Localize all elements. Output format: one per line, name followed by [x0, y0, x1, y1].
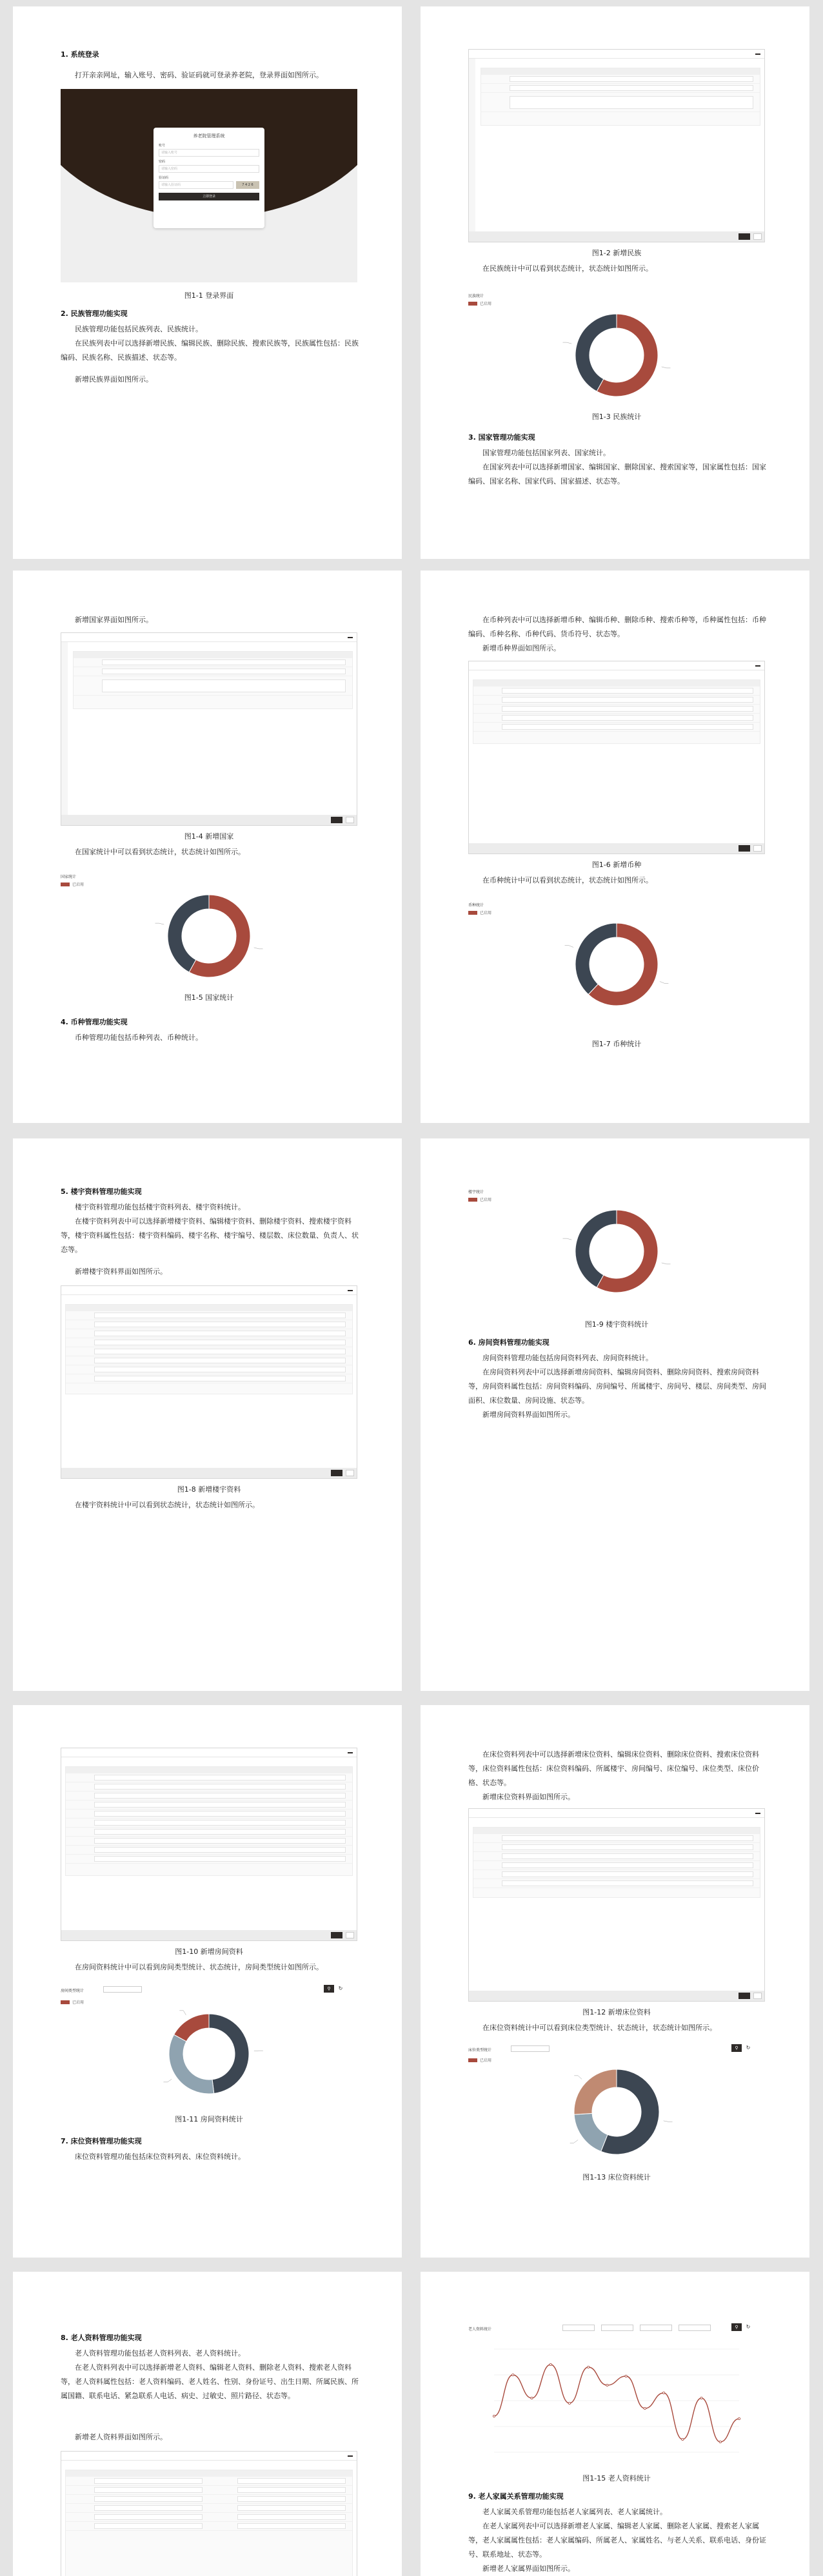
search-button[interactable] — [324, 1985, 334, 1993]
form-row — [74, 676, 352, 696]
filter-select[interactable] — [511, 2045, 550, 2052]
slice-label-line — [179, 2011, 186, 2015]
screenshot-topbar — [469, 1809, 764, 1818]
paragraph: 楼宇资料管理功能包括楼宇资料列表、楼宇资料统计。 — [75, 1203, 245, 1211]
screenshot-bottombar — [61, 1468, 357, 1478]
paragraph: 民族管理功能包括民族列表、民族统计。 — [75, 325, 203, 333]
form-row — [66, 2477, 352, 2486]
password-input[interactable]: 请输入密码 — [159, 165, 259, 173]
pie-slice[interactable] — [169, 2034, 214, 2094]
document-page-6 — [421, 1138, 809, 1691]
figure-caption: 图1-13 床位资料统计 — [582, 2173, 651, 2181]
form-panel — [473, 679, 760, 744]
screenshot-sidebar — [469, 59, 475, 231]
slice-label-line — [574, 2076, 582, 2079]
paragraph-text: 在民族列表中可以选择新增民族、编辑民族、删除民族、搜索民族等，民族属性包括：民族编码、民族名称、民族描述、状态等。 — [61, 339, 359, 362]
form-row — [66, 1828, 352, 1837]
chart-legend — [61, 1999, 84, 2005]
section-heading: 2. 民族管理功能实现 — [61, 309, 128, 318]
screenshot-bottombar — [61, 815, 357, 825]
form-row — [473, 696, 760, 705]
form-row — [66, 1365, 352, 1374]
line-chart — [468, 2336, 752, 2465]
screenshot-topbar — [61, 2452, 357, 2461]
legend-swatch — [468, 1198, 477, 1202]
paragraph: 打开亲亲网址，输入账号、密码、验证码就可登录养老院，登录界面如图所示。 — [75, 71, 323, 79]
paragraph: 新增房间资料界面如图所示。 — [482, 1410, 575, 1419]
form-row — [66, 1311, 352, 1320]
filter-select[interactable] — [640, 2325, 672, 2331]
filter-select[interactable] — [679, 2325, 711, 2331]
figure-caption: 图1-8 新增楼宇资料 — [177, 1485, 241, 1494]
figure-caption: 图1-9 楼宇资料统计 — [584, 1320, 649, 1329]
screenshot-bottombar — [61, 1930, 357, 1940]
refresh-icon: ↻ — [338, 1986, 343, 1991]
paragraph-text: 在房间资料列表中可以选择新增房间资料、编辑房间资料、删除房间资料、搜索房间资料等，房间资料属性包括：房间资料编码、房间编号、所属楼宇、房间号、楼层、房间类型、房间面积、床位数量、房间设施、状态等。 — [468, 1368, 766, 1405]
form-row — [66, 1837, 352, 1846]
legend-swatch — [61, 883, 70, 886]
legend-label: 已启用 — [72, 883, 84, 887]
search-icon: ⚲ — [735, 2325, 739, 2330]
refresh-button[interactable] — [337, 1985, 344, 1993]
form-screenshot — [468, 1808, 765, 2002]
captcha-image[interactable]: 7 4 2 6 — [236, 181, 259, 189]
pie-slice[interactable] — [574, 2113, 608, 2151]
form-row — [66, 2486, 352, 2495]
chart-filter-label: 床位类型统计 — [468, 2048, 492, 2053]
form-screenshot — [468, 49, 765, 242]
form-panel — [65, 1304, 353, 1394]
back-button[interactable] — [346, 1932, 354, 1938]
filter-select[interactable] — [103, 1986, 142, 1993]
form-row — [66, 1773, 352, 1782]
data-point[interactable] — [606, 2384, 608, 2386]
data-point[interactable] — [662, 2392, 664, 2394]
submit-button[interactable] — [331, 1470, 342, 1476]
legend-label: 已启用 — [480, 911, 492, 915]
form-row — [473, 1843, 760, 1852]
pie-slice[interactable] — [174, 2014, 209, 2042]
legend-label: 已启用 — [480, 2058, 492, 2063]
slice-label-line — [570, 2140, 578, 2143]
back-button[interactable] — [753, 233, 762, 240]
paragraph — [61, 1215, 364, 1257]
figure-caption: 图1-5 国家统计 — [184, 993, 234, 1002]
paragraph-text: 在国家列表中可以选择新增国家、编辑国家、删除国家、搜索国家等，国家属性包括：国家编码、国家名称、国家代码、国家描述、状态等。 — [468, 463, 766, 485]
back-button[interactable] — [346, 1470, 354, 1476]
form-row — [66, 1782, 352, 1791]
chart-legend — [468, 300, 491, 306]
legend-swatch — [61, 2000, 70, 2004]
data-point[interactable] — [719, 2441, 721, 2443]
legend-label: 已启用 — [72, 2000, 84, 2005]
slice-label-line — [563, 1238, 572, 1240]
figure-caption: 图1-12 新增床位资料 — [582, 2008, 651, 2016]
back-button[interactable] — [753, 1993, 762, 1999]
slice-label-line — [660, 982, 668, 984]
data-point[interactable] — [512, 2374, 514, 2376]
refresh-button[interactable] — [744, 2323, 752, 2331]
slice-label-line — [155, 923, 164, 924]
submit-button[interactable] — [739, 845, 750, 852]
form-row — [66, 1800, 352, 1810]
paragraph: 老人家属关系管理功能包括老人家属列表、老人家属统计。 — [482, 2508, 667, 2516]
form-row — [473, 687, 760, 696]
paragraph: 新增民族界面如图所示。 — [75, 375, 153, 384]
document-page-3 — [13, 571, 402, 1123]
form-row — [473, 705, 760, 714]
form-panel-head — [66, 1767, 352, 1773]
screenshot-bottombar — [469, 231, 764, 242]
form-row — [74, 667, 352, 676]
search-icon: ⚲ — [327, 1986, 331, 1991]
form-row — [473, 723, 760, 732]
form-row — [66, 1810, 352, 1819]
search-icon: ⚲ — [735, 2045, 739, 2051]
form-row — [66, 1374, 352, 1383]
data-point[interactable] — [644, 2407, 646, 2409]
screenshot-topbar — [61, 1748, 357, 1757]
section-heading: 8. 老人资料管理功能实现 — [61, 2334, 142, 2342]
form-row — [66, 2495, 352, 2504]
figure-caption: 图1-15 老人资料统计 — [582, 2474, 651, 2483]
slice-label-line — [163, 2079, 172, 2082]
data-point[interactable] — [738, 2417, 740, 2419]
submit-button[interactable] — [331, 1932, 342, 1938]
form-row — [473, 714, 760, 723]
submit-button[interactable] — [739, 1993, 750, 1999]
form-panel — [65, 1766, 353, 1876]
slice-label-line — [662, 1263, 671, 1264]
document-page-8 — [421, 1705, 809, 2258]
form-row — [66, 1329, 352, 1338]
document-page-9 — [13, 2272, 402, 2576]
search-button[interactable] — [731, 2044, 742, 2052]
form-panel — [73, 651, 353, 709]
donut-chart — [559, 307, 675, 404]
form-row — [473, 1870, 760, 1879]
legend-label: 已启用 — [480, 302, 492, 306]
chart-title: 国家统计 — [61, 875, 77, 879]
paragraph-text: 在币种列表中可以选择新增币种、编辑币种、删除币种、搜索币种等，币种属性包括：币种编码、币种名称、币种代码、货币符号、状态等。 — [468, 616, 766, 638]
screenshot-bottombar — [469, 1991, 764, 2001]
paragraph — [468, 460, 771, 489]
form-panel-head — [66, 1305, 352, 1311]
legend-label: 已启用 — [480, 1198, 492, 1202]
slice-label-line — [662, 367, 671, 368]
data-point[interactable] — [588, 2366, 590, 2368]
document-page-1 — [13, 6, 402, 559]
filter-select[interactable] — [601, 2325, 633, 2331]
form-screenshot — [61, 632, 357, 826]
refresh-button[interactable] — [744, 2044, 752, 2052]
figure-caption: 图1-6 新增币种 — [591, 861, 642, 869]
form-panel — [473, 1827, 760, 1898]
legend-swatch — [468, 2058, 477, 2062]
paragraph: 币种管理功能包括币种列表、币种统计。 — [75, 1033, 203, 1042]
section-heading: 9. 老人家属关系管理功能实现 — [468, 2492, 564, 2501]
account-input[interactable]: 请输入账号 — [159, 149, 259, 157]
figure-caption: 图1-10 新增房间资料 — [175, 1947, 243, 1956]
pie-slice[interactable] — [209, 2014, 249, 2094]
form-row — [66, 1338, 352, 1347]
paragraph — [468, 1365, 771, 1408]
form-row — [66, 2504, 352, 2513]
figure-caption: 图1-11 房间资料统计 — [175, 2115, 243, 2123]
login-captcha-label: 验证码 — [159, 176, 169, 180]
login-card — [154, 128, 264, 228]
paragraph: 在房间资料统计中可以看到房间类型统计、状态统计，房间类型统计如图所示。 — [75, 1963, 323, 1971]
pie-slice[interactable] — [575, 923, 617, 995]
chart-legend — [468, 2057, 491, 2063]
form-row — [473, 1834, 760, 1843]
chart-filter-label: 老人资料统计 — [468, 2327, 492, 2332]
chart-title: 民族统计 — [468, 294, 484, 298]
form-row — [481, 93, 760, 112]
form-row — [481, 75, 760, 84]
form-row — [481, 84, 760, 93]
paragraph-text: 在床位资料列表中可以选择新增床位资料、编辑床位资料、删除床位资料、搜索床位资料等，床位资料属性包括：床位资料编码、所属楼宇、房间编号、床位编号、床位类型、床位价格、状态等。 — [468, 1750, 759, 1787]
section-heading: 1. 系统登录 — [61, 50, 99, 59]
refresh-icon: ↻ — [746, 2045, 751, 2051]
form-screenshot — [61, 1285, 357, 1479]
paragraph: 在民族统计中可以看到状态统计，状态统计如图所示。 — [482, 264, 653, 273]
document-page-7 — [13, 1705, 402, 2258]
paragraph: 新增老人资料界面如图所示。 — [75, 2433, 167, 2441]
legend-swatch — [468, 302, 477, 306]
chart-title: 币种统计 — [468, 903, 484, 908]
data-point[interactable] — [682, 2438, 684, 2440]
figure-caption: 图1-7 币种统计 — [591, 1040, 642, 1048]
screenshot-topbar — [469, 661, 764, 670]
paragraph: 老人资料管理功能包括老人资料列表、老人资料统计。 — [75, 2349, 245, 2357]
submit-button[interactable] — [331, 817, 342, 823]
paragraph: 在楼宇资料统计中可以看到状态统计，状态统计如图所示。 — [75, 1501, 259, 1509]
paragraph — [468, 1748, 771, 1790]
form-row — [66, 1356, 352, 1365]
submit-button[interactable] — [739, 233, 750, 240]
slice-label-line — [664, 2121, 673, 2122]
form-screenshot — [61, 2451, 357, 2576]
search-button[interactable] — [731, 2323, 742, 2331]
data-point[interactable] — [568, 2402, 570, 2404]
paragraph — [468, 613, 771, 641]
paragraph: 房间资料管理功能包括房间资料列表、房间资料统计。 — [482, 1354, 653, 1362]
form-row — [473, 1852, 760, 1861]
figure-caption: 图1-3 民族统计 — [591, 413, 642, 421]
chart-legend — [468, 910, 491, 915]
paragraph — [468, 2519, 771, 2562]
login-password-label: 密码 — [159, 160, 166, 164]
paragraph-text: 在老人家属列表中可以选择新增老人家属、编辑老人家属、删除老人家属、搜索老人家属等，老人家属属性包括：老人家属编码、所属老人、家属姓名、与老人关系、联系电话、身份证号、联系地址、状态等。 — [468, 2522, 766, 2559]
data-point[interactable] — [550, 2363, 551, 2365]
form-row — [473, 1861, 760, 1870]
data-point[interactable] — [531, 2397, 533, 2399]
slice-label-line — [565, 946, 573, 948]
figure-caption: 图1-2 新增民族 — [591, 249, 642, 257]
paragraph: 新增币种界面如图所示。 — [482, 644, 560, 652]
back-button[interactable] — [346, 817, 354, 823]
donut-chart — [151, 2005, 267, 2102]
document-page-2 — [421, 6, 809, 559]
series-line — [494, 2365, 739, 2442]
chart-legend — [468, 1196, 491, 1202]
paragraph-text: 在楼宇资料列表中可以选择新增楼宇资料、编辑楼宇资料、删除楼宇资料、搜索楼宇资料等，楼宇资料属性包括：楼宇资料编码、楼宇名称、楼宇编号、楼层数、床位数量、负责人、状态等。 — [61, 1217, 359, 1254]
paragraph: 新增老人家属界面如图所示。 — [482, 2564, 575, 2573]
data-point[interactable] — [493, 2415, 495, 2417]
pie-slice[interactable] — [575, 314, 617, 391]
paragraph: 国家管理功能包括国家列表、国家统计。 — [482, 449, 610, 457]
login-account-label: 账号 — [159, 144, 166, 148]
screenshot-topbar — [469, 50, 764, 59]
chart-legend — [61, 881, 84, 887]
figure-caption: 图1-1 登录界面 — [184, 291, 234, 300]
form-screenshot — [61, 1748, 357, 1941]
data-point[interactable] — [700, 2397, 702, 2399]
slice-label-line — [563, 342, 572, 344]
donut-chart — [151, 888, 267, 984]
filter-select[interactable] — [562, 2325, 595, 2331]
donut-chart — [559, 916, 675, 1013]
screenshot-bottombar — [469, 843, 764, 854]
document-page-10 — [421, 2272, 809, 2576]
donut-chart — [559, 2064, 675, 2160]
captcha-row — [159, 181, 259, 189]
form-row — [66, 1320, 352, 1329]
chart-title: 楼宇统计 — [468, 1190, 484, 1195]
form-row — [66, 1846, 352, 1855]
section-heading: 7. 床位资料管理功能实现 — [61, 2137, 142, 2145]
paragraph: 在币种统计中可以看到状态统计，状态统计如图所示。 — [482, 876, 653, 884]
form-panel-head — [74, 652, 352, 658]
paragraph: 床位资料管理功能包括床位资料列表、床位资料统计。 — [75, 2152, 245, 2161]
paragraph — [61, 337, 364, 365]
section-heading: 6. 房间资料管理功能实现 — [468, 1338, 550, 1347]
donut-chart — [559, 1203, 675, 1300]
screenshot-sidebar — [61, 642, 68, 815]
form-panel-head — [66, 2470, 352, 2477]
paragraph: 新增楼宇资料界面如图所示。 — [75, 1267, 167, 1276]
chart-filter-label: 房间类型统计 — [61, 1989, 84, 1993]
paragraph: 新增国家界面如图所示。 — [75, 616, 153, 624]
form-panel-head — [473, 1828, 760, 1834]
slice-label-line — [254, 948, 263, 949]
document-page-5 — [13, 1138, 402, 1691]
section-heading: 3. 国家管理功能实现 — [468, 433, 535, 442]
captcha-input[interactable]: 请输入验证码 — [159, 181, 233, 189]
section-heading: 4. 币种管理功能实现 — [61, 1018, 128, 1026]
form-row — [473, 1879, 760, 1888]
form-row — [66, 1347, 352, 1356]
back-button[interactable] — [753, 845, 762, 852]
form-panel-head — [481, 68, 760, 75]
form-panel — [481, 68, 760, 126]
section-heading: 5. 楼宇资料管理功能实现 — [61, 1187, 142, 1196]
form-row — [66, 1791, 352, 1800]
paragraph — [61, 2361, 364, 2403]
figure-caption: 图1-4 新增国家 — [184, 832, 234, 841]
form-screenshot — [468, 661, 765, 854]
legend-swatch — [468, 911, 477, 915]
form-row — [66, 1819, 352, 1828]
screenshot-topbar — [61, 1286, 357, 1295]
paragraph: 新增床位资料界面如图所示。 — [482, 1793, 575, 1801]
pie-slice[interactable] — [575, 1210, 617, 1287]
document-page-4 — [421, 571, 809, 1123]
data-point[interactable] — [625, 2375, 627, 2377]
form-row — [74, 658, 352, 667]
login-title: 养老院管理系统 — [193, 133, 225, 139]
paragraph-text: 在老人资料列表中可以选择新增老人资料、编辑老人资料、删除老人资料、搜索老人资料等，老人资料属性包括：老人资料编码、老人姓名、性别、身份证号、出生日期、所属民族、所属国籍、联系电话、紧急联系人电话、病史、过敏史、照片路径、状态等。 — [61, 2363, 359, 2400]
form-panel — [65, 2470, 353, 2576]
paragraph: 在床位资料统计中可以看到床位类型统计、状态统计，状态统计如图所示。 — [482, 2024, 717, 2032]
screenshot-topbar — [61, 633, 357, 642]
form-row — [66, 1855, 352, 1864]
refresh-icon: ↻ — [746, 2324, 751, 2330]
pie-slice[interactable] — [574, 2069, 617, 2114]
form-row — [66, 2513, 352, 2522]
form-row — [66, 2522, 352, 2531]
pie-slice[interactable] — [168, 895, 209, 972]
paragraph: 在国家统计中可以看到状态统计，状态统计如图所示。 — [75, 848, 245, 856]
login-screenshot — [61, 89, 357, 282]
login-button[interactable]: 立即登录 — [159, 193, 259, 200]
form-panel-head — [473, 680, 760, 687]
